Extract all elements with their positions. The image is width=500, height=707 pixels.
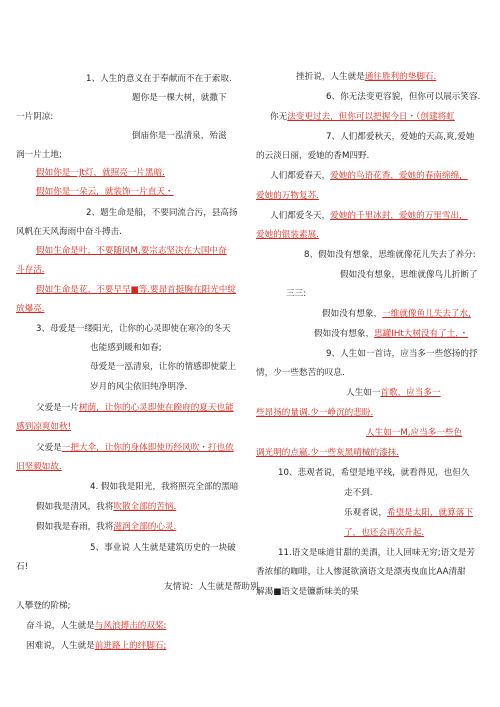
- highlighted-line: 父爱是一把大伞，让你的身体即使历经风吹・打也依: [36, 443, 234, 453]
- text-line: 解渴■语文是镰新味美的果: [256, 587, 359, 597]
- item-5-heading: 5、事业说 人生就是建筑历史的一块破: [90, 543, 236, 553]
- highlighted-line: 了，也还会再次升起.: [344, 528, 425, 538]
- item-9-heading: 9、人生如一首诗，应当多一些悠扬的抒: [326, 349, 478, 359]
- item-3-heading: 3、母爱是一缕阳光，让你的心灵即使在寒冷的冬天: [36, 324, 231, 334]
- highlighted-line: 人生如一首歌，应当多一: [346, 388, 441, 398]
- text-line: 题你是一棵大树，就撒下: [132, 93, 227, 103]
- highlighted-line: 调光明的点嬴.少一些灰黑晴械的漆抹.: [256, 448, 399, 458]
- highlighted-line: 你无法变更过去，但你可以把握今日・（创建将虹: [270, 112, 455, 122]
- text-line: 风帆在天风海雨中奋斗搏击.: [16, 227, 122, 237]
- text-line: 母爱是一泓清泉，让你的情感即使蒙上: [90, 362, 237, 372]
- text-line: 人攀登的阶梯;: [16, 601, 71, 611]
- text-line: 一片阴凉:: [16, 112, 54, 122]
- text-line: 的云淡日丽，爱她的香M四野.: [256, 151, 370, 161]
- item-4-heading: 4. 假如我是阳光，我将照亮全部的黑暗: [90, 482, 239, 492]
- text-line: 石!: [16, 562, 29, 572]
- text-line: 三三:: [286, 289, 307, 299]
- highlighted-line: 假如没有想象，一维就像鱼儿失去了水,: [322, 309, 471, 319]
- item-7-heading: 7、人们都爱秋天，爱她的天高,爽,爱她: [326, 132, 475, 142]
- highlighted-line: 父爱是一片树荫，让你的心灵即使在睽府的夏天也能: [36, 403, 234, 413]
- highlighted-line: 乐观者说，希望是太阳，就算落下: [344, 508, 473, 518]
- highlighted-line: 假如生命是花，不要早早■等.要昂首挺胸在阳光中绽: [36, 285, 236, 295]
- text-line: 奋斗说，人生就是与风浪搏击的双桨:: [26, 621, 167, 631]
- highlighted-line: 假如没有想象，思罐IHt大树没有了土，・: [314, 329, 469, 339]
- item-6-heading: 6、你无法变更容貌，但你可以展示笑容.: [326, 92, 481, 102]
- highlighted-line: 人生如一M,应当多一些色: [366, 428, 463, 438]
- highlighted-line: 假如你是一朵云，就装饰一片直天・: [36, 187, 174, 197]
- text-line: 走不到.: [344, 488, 373, 498]
- text-line: 友情说：人生就是帮助别: [164, 582, 259, 592]
- item-10-heading: 10、悲观者说，希望是地平线，就看得见，也但久: [278, 468, 470, 478]
- highlighted-line: 假如你是一Jt灯，就照亮一片黑暗.: [36, 168, 165, 178]
- text-line: 倒庙你是一泓清泉，殆滋: [132, 131, 227, 141]
- highlighted-line: 些昂扬的量调.少一峥沉的悲盼.: [256, 408, 374, 418]
- highlighted-line: 假如生命是叶，不要随风M,要宗志坚决在大国中奋: [36, 246, 227, 256]
- highlighted-line: 旧坚毅如故.: [16, 462, 62, 472]
- text-line: 香浓郁的咖啡，让人惨涎欲滴语文是漂夷曳血比AA清甜: [256, 567, 466, 577]
- text-line: 情，少一些愁苦的叹息.: [256, 368, 345, 378]
- text-line: 假如我是清风，我将吹散全部的苦恼.: [36, 502, 177, 512]
- highlighted-line: 人们都爱冬天，爱她的千里冰封，爱她的万里雪出，: [270, 211, 468, 221]
- text-line: 假如我是春雨，我将滋润全部的心灵.: [36, 522, 177, 532]
- item-1-heading: 1、人生的意义在于奉献而不在于索取.: [86, 74, 232, 84]
- item-2-heading: 2、题生命是船，不要同流合污，县高扬: [86, 208, 238, 218]
- text-line: 岁月的风尘依旧纯净明净.: [90, 382, 188, 392]
- text-line: 也能感到暖和如春;: [90, 343, 162, 353]
- text-line: 润一片土地;: [16, 150, 62, 160]
- highlighted-line: 斗存活.: [16, 265, 45, 275]
- highlighted-line: 人们都爱春天，爱她的鸟语花香，爱她的春南绵绵，: [270, 171, 468, 181]
- highlighted-line: 爱她的万物复苏.: [256, 191, 319, 201]
- item-11-heading: 11.语文是味道甘甜的美酒，让人回味无穷;语文是芳: [278, 548, 476, 558]
- highlighted-line: 放爆亮.: [16, 304, 45, 314]
- highlighted-line: 爱她的银装素展.: [256, 230, 319, 240]
- text-line: 挫折说，人生就是通往胜利的垫脚石.: [296, 72, 437, 82]
- text-line: 假如没有想象，思维就像鸟儿折断了: [340, 270, 478, 280]
- item-8-heading: 8、假如没有想象，思维就像花儿失去了养分:: [304, 250, 476, 260]
- highlighted-line: 感到凉爽如秋!: [16, 422, 72, 432]
- text-line: 困难说，人生就是前进路上的绊脚石;: [26, 641, 167, 651]
